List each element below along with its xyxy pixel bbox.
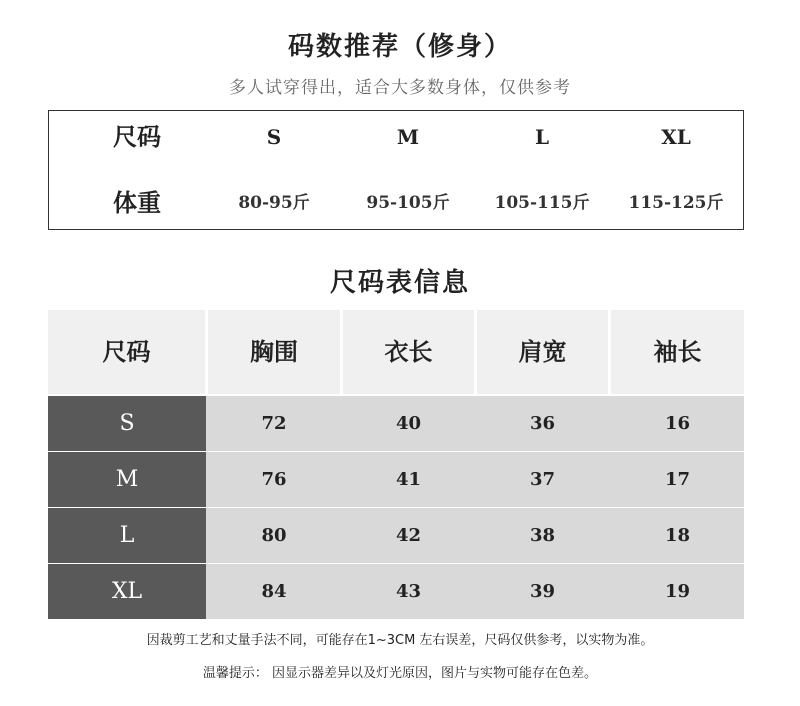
size-value: S	[266, 125, 282, 149]
table-cell: 38	[529, 525, 556, 546]
recommend-title: 码数推荐（修身）	[287, 32, 512, 62]
table-cell: 36	[529, 413, 556, 434]
weight-value: 115-125斤	[628, 193, 724, 213]
table-cell: 19	[664, 581, 691, 602]
size-recommendation-box	[48, 110, 744, 230]
table-cell: 43	[395, 581, 422, 602]
table-row	[48, 564, 744, 620]
header-cell: 尺码	[48, 310, 205, 394]
table-cell: 42	[395, 525, 422, 546]
table-cell: 37	[529, 469, 556, 490]
table-cell: XL	[48, 564, 206, 619]
table-cell: 40	[395, 413, 422, 434]
table-row	[48, 508, 744, 564]
weight-value: 95-105斤	[366, 193, 450, 213]
size-chart-title: 尺码表信息	[329, 268, 470, 298]
weight-label: 体重	[113, 188, 161, 217]
weight-value: 80-95斤	[238, 193, 310, 213]
table-cell: 17	[664, 469, 691, 490]
size-value: XL	[661, 125, 691, 149]
table-cell: 41	[395, 469, 422, 490]
table-row	[48, 396, 744, 452]
table-cell: 39	[529, 581, 556, 602]
size-row	[49, 117, 743, 157]
table-cell: 84	[261, 581, 287, 602]
table-row	[48, 452, 744, 508]
color-note: 温馨提示： 因显示器差异以及灯光原因，图片与实物可能存在色差。	[202, 666, 598, 681]
table-cell: 18	[664, 525, 691, 546]
table-cell: 76	[261, 469, 287, 490]
table-cell: 80	[261, 525, 287, 546]
recommend-subtitle: 多人试穿得出，适合大多数身体，仅供参考	[229, 78, 571, 98]
table-cell: 72	[261, 413, 287, 434]
table-cell: 16	[664, 413, 691, 434]
size-value: L	[534, 125, 550, 149]
table-cell: S	[48, 396, 206, 451]
table-cell: M	[48, 452, 206, 507]
header-cell: 衣长	[343, 310, 474, 394]
weight-value: 105-115斤	[494, 193, 590, 213]
header-cell: 胸围	[208, 310, 340, 394]
measurement-note: 因裁剪工艺和丈量手法不同，可能存在1~3CM 左右误差，尺码仅供参考，以实物为准。	[146, 633, 654, 648]
header-cell: 肩宽	[477, 310, 608, 394]
size-label: 尺码	[113, 122, 161, 151]
weight-row	[49, 183, 743, 223]
header-cell: 袖长	[611, 310, 744, 394]
table-cell: L	[48, 508, 206, 563]
size-value: M	[396, 125, 420, 149]
table-header	[48, 310, 744, 394]
